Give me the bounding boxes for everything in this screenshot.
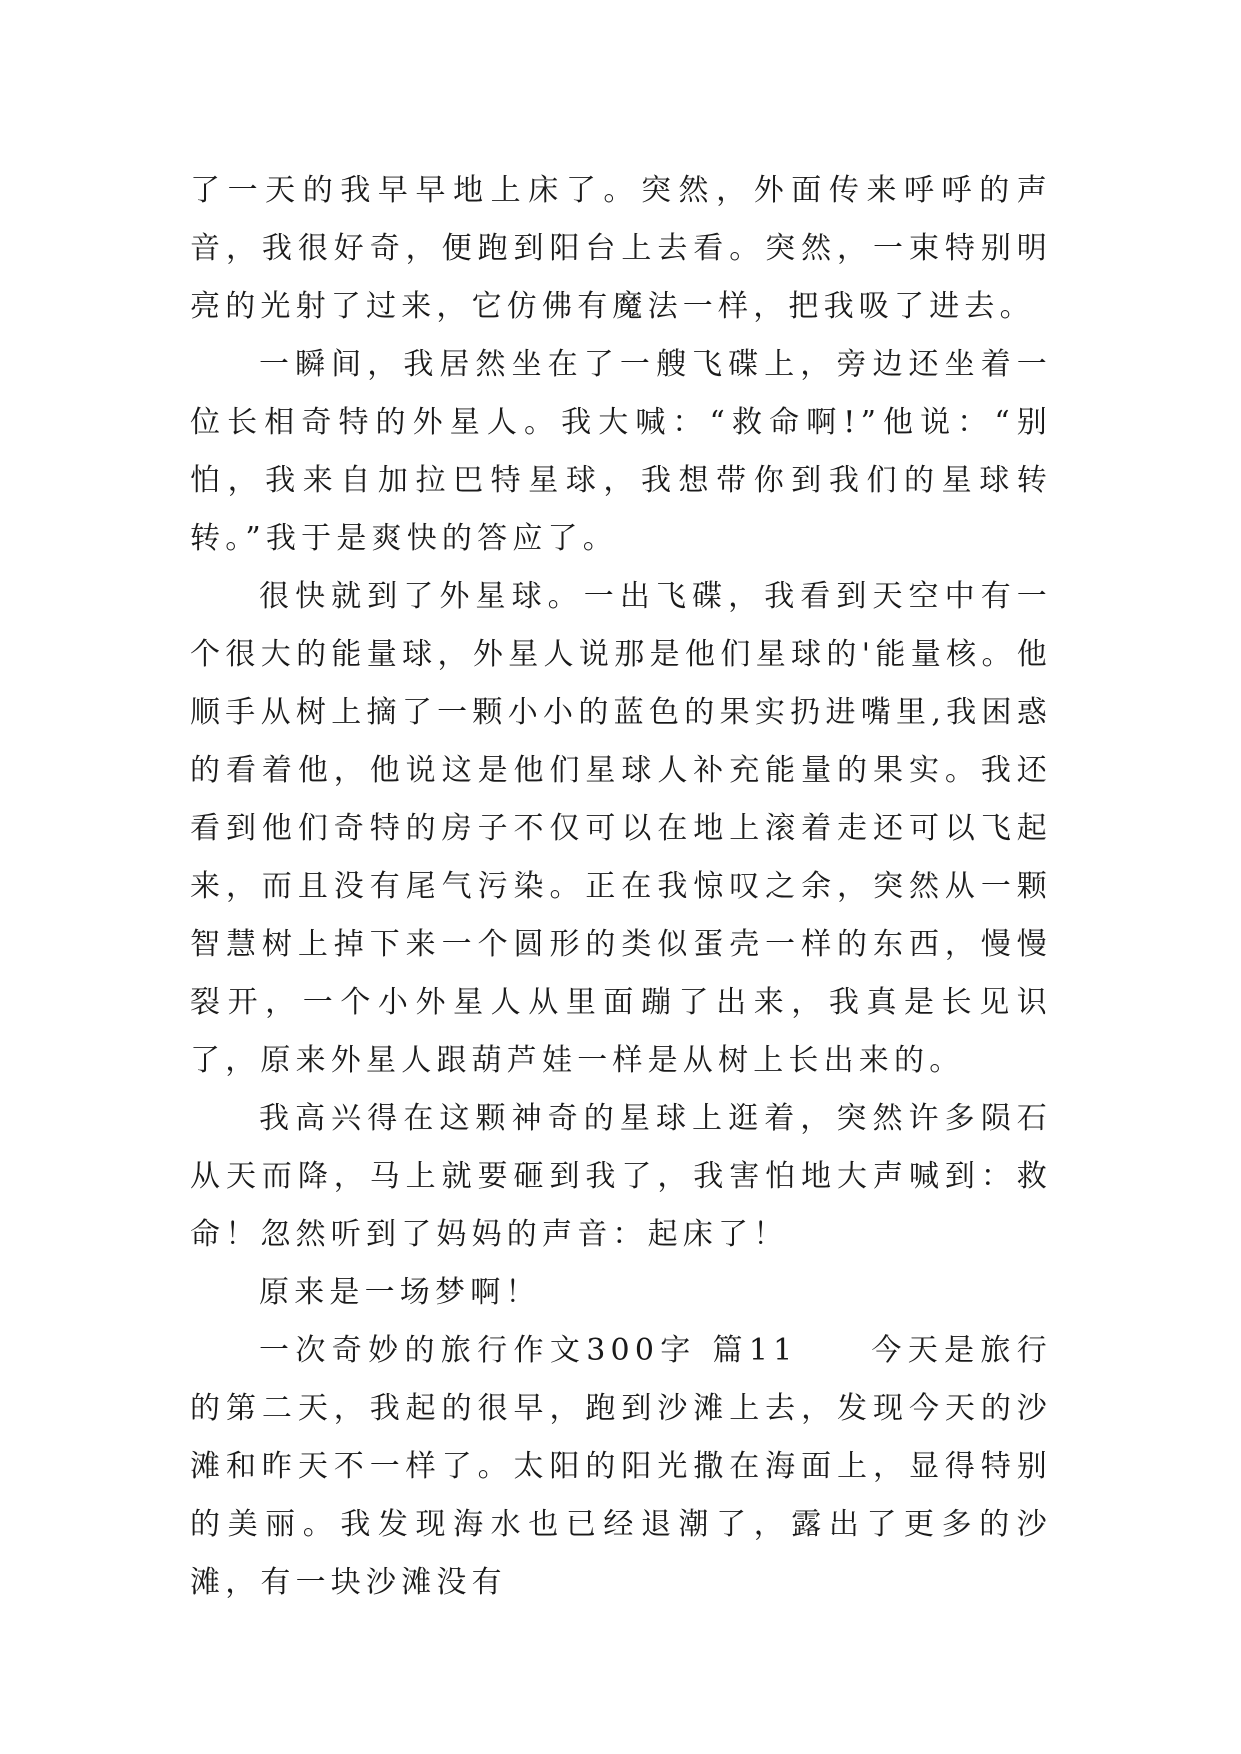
article-body: [190, 162, 1052, 1612]
paragraph-4: 我高兴得在这颗神奇的星球上逛着，突然许多陨石从天而降，马上就要砸到我了，我害怕地大声喊到：救命！忽然听到了妈妈的声音：起床了！: [190, 1101, 1052, 1252]
paragraph-3: 很快就到了外星球。一出飞碟，我看到天空中有一个很大的能量球，外星人说那是他们星球的'能量核。他顺手从树上摘了一颗小小的蓝色的果实扔进嘴里,我困惑的看着他，他说这是他们星球人补充能量的果实。我还看到他们奇特的房子不仅可以在地上滚着走还可以飞起来，而且没有尾气污染。正在我惊叹之余，突然从一颗智慧树上掉下来一个圆形的类似蛋壳一样的东西，慢慢裂开，一个小外星人从里面蹦了出来，我真是长见识了，原来外星人跟葫芦娃一样是从树上长出来的。: [190, 579, 1052, 1078]
paragraph-2: 一瞬间，我居然坐在了一艘飞碟上，旁边还坐着一位长相奇特的外星人。我大喊：“救命啊!”他说：“别怕，我来自加拉巴特星球，我想带你到我们的星球转转。”我于是爽快的答应了。: [190, 347, 1052, 556]
paragraph-6: 一次奇妙的旅行作文300字 篇11 今天是旅行的第二天，我起的很早，跑到沙滩上去，发现今天的沙滩和昨天不一样了。太阳的阳光撒在海面上，显得特别的美丽。我发现海水也已经退潮了，露出了更多的沙滩，有一块沙滩没有: [190, 1333, 1052, 1600]
paragraph-5: 原来是一场梦啊！: [259, 1275, 541, 1310]
paragraph-1: 了一天的我早早地上床了。突然，外面传来呼呼的声音，我很好奇，便跑到阳台上去看。突然，一束特别明亮的光射了过来，它仿佛有魔法一样，把我吸了进去。: [190, 173, 1052, 324]
